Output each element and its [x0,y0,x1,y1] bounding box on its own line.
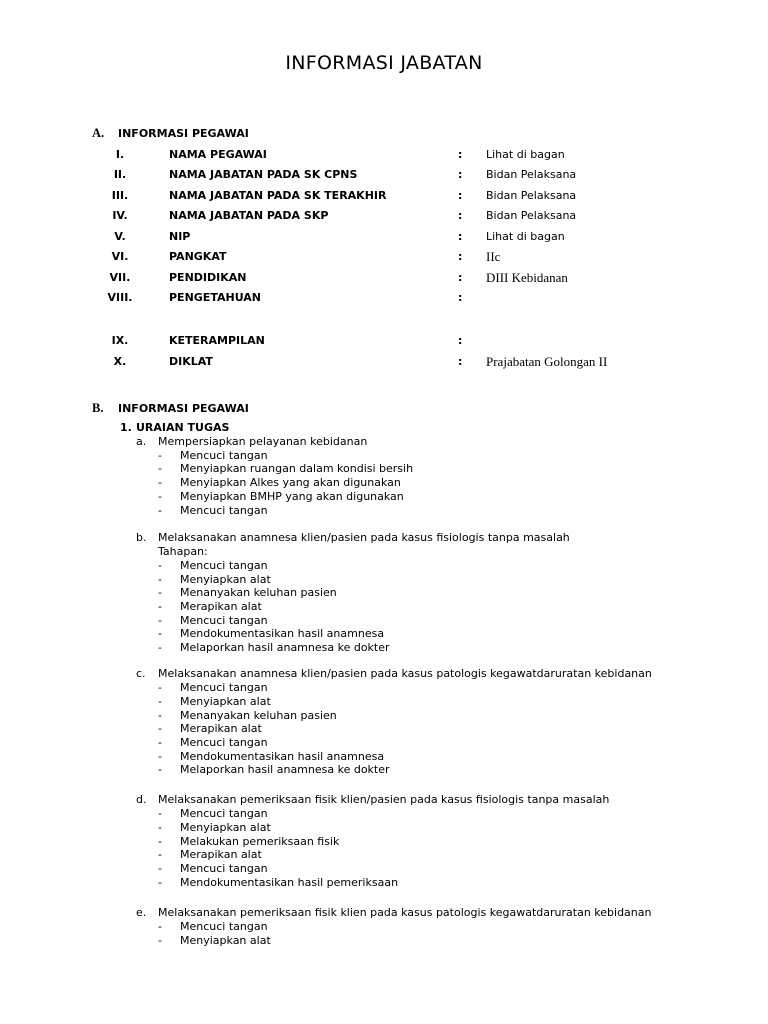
row-value: Lihat di bagan [486,148,565,161]
row-number: II. [113,168,127,181]
info-row [0,168,768,184]
row-label: PENGETAHUAN [169,291,262,304]
bullet-dash: - [158,694,162,708]
section-a-letter: A. [92,126,105,140]
task-description-title: URAIAN TUGAS [136,421,230,434]
list-item: Menyiapkan ruangan dalam kondisi bersih [180,462,414,476]
row-colon: : [458,291,463,304]
bullet-dash: - [158,681,162,695]
list-item: Mencuci tangan [180,558,268,572]
list-item: Mencuci tangan [180,807,268,821]
bullet-dash: - [158,558,162,572]
bullet-dash: - [158,834,162,848]
row-label: NIP [169,230,191,243]
list-item: Mencuci tangan [180,613,268,627]
row-colon: : [458,271,463,284]
row-colon: : [458,334,463,347]
row-label: NAMA JABATAN PADA SK TERAKHIR [169,189,387,202]
task-letter: e. [136,906,147,919]
bullet-dash: - [158,600,162,613]
row-number: IX. [111,334,129,347]
list-item: Menanyakan keluhan pasien [180,708,337,722]
info-row [0,250,768,266]
row-label: NAMA JABATAN PADA SKP [169,209,329,222]
row-value: Prajabatan Golongan II [486,354,608,369]
section-b-title: INFORMASI PEGAWAI [118,402,249,415]
row-number: I. [115,148,125,161]
row-colon: : [458,355,463,368]
list-item: Mendokumentasikan hasil anamnesa [180,627,385,641]
bullet-dash: - [158,875,162,889]
info-row [0,209,768,225]
page-title: INFORMASI JABATAN [285,52,483,74]
task-intro: Tahapan: [158,545,208,559]
list-item: Mencuci tangan [180,736,268,749]
row-label: DIKLAT [169,355,213,368]
list-item: Menyiapkan alat [180,820,271,834]
bullet-dash: - [158,920,162,934]
row-number: VI. [111,250,129,263]
bullet-dash: - [158,722,162,736]
list-item: Melaporkan hasil anamnesa ke dokter [180,763,390,777]
row-number: V. [114,230,126,243]
row-number: III. [111,189,129,202]
task-title: Melaksanakan anamnesa klien/pasien pada kasus patologis kegawatdaruratan kebidanan [158,667,652,680]
list-item: Menyiapkan alat [180,694,271,708]
bullet-dash: - [158,448,162,462]
row-value: Bidan Pelaksana [486,209,577,222]
row-value: DIII Kebidanan [486,270,568,285]
bullet-dash: - [158,572,162,586]
list-item: Mencuci tangan [180,503,268,517]
bullet-dash: - [158,807,162,821]
info-row [0,334,768,350]
row-value: Bidan Pelaksana [486,168,577,181]
info-row [0,148,768,164]
row-label: PENDIDIKAN [169,271,247,284]
list-item: Mendokumentasikan hasil anamnesa [180,749,385,763]
section-a-title: INFORMASI PEGAWAI [118,127,249,140]
list-item: Mencuci tangan [180,862,268,875]
bullet-dash: - [158,613,162,627]
list-item: Menyiapkan BMHP yang akan digunakan [180,489,404,503]
list-item: Melaporkan hasil anamnesa ke dokter [180,641,390,655]
row-value: Bidan Pelaksana [486,189,577,202]
list-item: Melakukan pemeriksaan fisik [180,834,340,848]
row-value: Lihat di bagan [486,230,565,243]
row-label: NAMA PEGAWAI [169,148,267,161]
row-label: PANGKAT [169,250,227,263]
list-item: Mendokumentasikan hasil pemeriksaan [180,875,399,889]
list-item: Menyiapkan alat [180,933,271,947]
list-item: Menyiapkan Alkes yang akan digunakan [180,476,401,490]
row-number: IV. [112,209,128,222]
row-number: X. [113,355,127,368]
row-value: IIc [486,249,501,264]
info-row [0,271,768,287]
bullet-dash: - [158,641,162,655]
bullet-dash: - [158,736,162,749]
row-label: NAMA JABATAN PADA SK CPNS [169,168,358,181]
list-item: Merapikan alat [180,600,262,613]
bullet-dash: - [158,708,162,722]
list-item: Mencuci tangan [180,681,268,695]
list-item: Merapikan alat [180,848,262,862]
row-colon: : [458,148,463,161]
row-colon: : [458,168,463,181]
row-number: VIII. [107,291,133,304]
bullet-dash: - [158,586,162,600]
info-row [0,230,768,246]
list-item: Menyiapkan alat [180,572,271,586]
bullet-dash: - [158,848,162,862]
bullet-dash: - [158,862,162,875]
bullet-dash: - [158,749,162,763]
section-b-letter: B. [92,401,104,415]
bullet-dash: - [158,489,162,503]
row-colon: : [458,189,463,202]
info-row [0,189,768,205]
task-letter: c. [136,667,146,680]
bullet-dash: - [158,820,162,834]
bullet-dash: - [158,476,162,490]
info-row [0,291,768,307]
task-title: Melaksanakan anamnesa klien/pasien pada kasus fisiologis tanpa masalah [158,531,570,544]
task-title: Mempersiapkan pelayanan kebidanan [158,435,368,448]
task-letter: a. [136,435,147,448]
bullet-dash: - [158,763,162,777]
bullet-dash: - [158,462,162,476]
bullet-dash: - [158,933,162,947]
bullet-dash: - [158,627,162,641]
list-item: Mencuci tangan [180,448,268,462]
bullet-dash: - [158,503,162,517]
row-number: VII. [109,271,131,284]
row-label: KETERAMPILAN [169,334,265,347]
task-letter: d. [136,793,147,806]
task-title: Melaksanakan pemeriksaan fisik klien/pasien pada kasus fisiologis tanpa masalah [158,793,610,806]
task-title: Melaksanakan pemeriksaan fisik klien pada kasus patologis kegawatdaruratan kebidanan [158,906,652,919]
list-item: Merapikan alat [180,722,262,736]
task-description-number: 1. [120,421,132,434]
list-item: Menanyakan keluhan pasien [180,586,337,600]
row-colon: : [458,250,463,263]
info-row [0,355,768,371]
task-letter: b. [136,531,147,544]
row-colon: : [458,209,463,222]
row-colon: : [458,230,463,243]
list-item: Mencuci tangan [180,920,268,934]
